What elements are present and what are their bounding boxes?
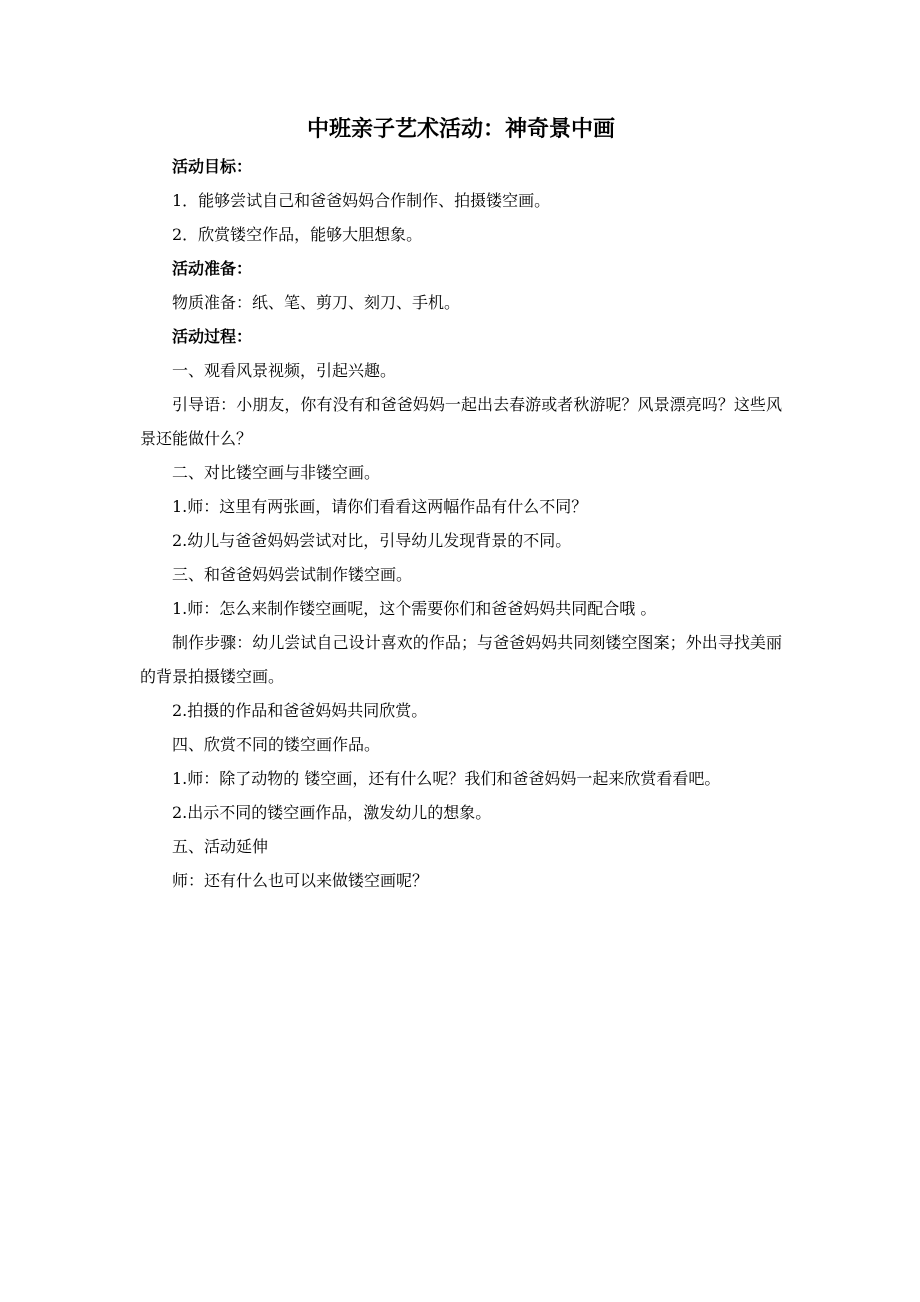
paragraph-11: 2.幼儿与爸爸妈妈尝试对比，引导幼儿发现背景的不同。 bbox=[172, 531, 572, 550]
paragraph-1: 活动目标： bbox=[172, 157, 253, 176]
paragraph-12: 三、和爸爸妈妈尝试制作镂空画。 bbox=[172, 565, 413, 584]
paragraph-20: 师：还有什么也可以来做镂空画呢？ bbox=[172, 871, 429, 890]
paragraph-13: 1.师：怎么来制作镂空画呢，这个需要你们和爸爸妈妈共同配合哦 。 bbox=[172, 599, 657, 618]
document-title: 中班亲子艺术活动：神奇景中画 bbox=[306, 117, 615, 142]
paragraph-18: 2.出示不同的镂空画作品，激发幼儿的想象。 bbox=[172, 803, 492, 822]
paragraph-2: 1．能够尝试自己和爸爸妈妈合作制作、拍摄镂空画。 bbox=[172, 191, 551, 210]
paragraph-19: 五、活动延伸 bbox=[172, 837, 269, 856]
paragraph-4: 活动准备： bbox=[172, 259, 253, 278]
paragraph-15: 2.拍摄的作品和爸爸妈妈共同欣赏。 bbox=[172, 701, 428, 720]
document-body bbox=[140, 150, 782, 898]
paragraph-7: 一、观看风景视频，引起兴趣。 bbox=[172, 361, 397, 380]
paragraph-16: 四、欣赏不同的镂空画作品。 bbox=[172, 735, 381, 754]
paragraph-14: 制作步骤：幼儿尝试自己设计喜欢的作品；与爸爸妈妈共同刻镂空图案；外出寻找美丽的背景拍摄镂空画。 bbox=[140, 633, 782, 686]
paragraph-17: 1.师：除了动物的 镂空画，还有什么呢？我们和爸爸妈妈一起来欣赏看看吧。 bbox=[172, 769, 721, 788]
paragraph-5: 物质准备：纸、笔、剪刀、刻刀、手机。 bbox=[172, 293, 461, 312]
paragraph-3: 2．欣赏镂空作品，能够大胆想象。 bbox=[172, 225, 423, 244]
paragraph-10: 1.师：这里有两张画，请你们看看这两幅作品有什么不同？ bbox=[172, 497, 588, 516]
document-page bbox=[140, 112, 782, 898]
paragraph-6: 活动过程： bbox=[172, 327, 253, 346]
paragraph-8: 引导语：小朋友，你有没有和爸爸妈妈一起出去春游或者秋游呢？风景漂亮吗？这些风景还能做什么？ bbox=[140, 395, 782, 448]
paragraph-9: 二、对比镂空画与非镂空画。 bbox=[172, 463, 381, 482]
